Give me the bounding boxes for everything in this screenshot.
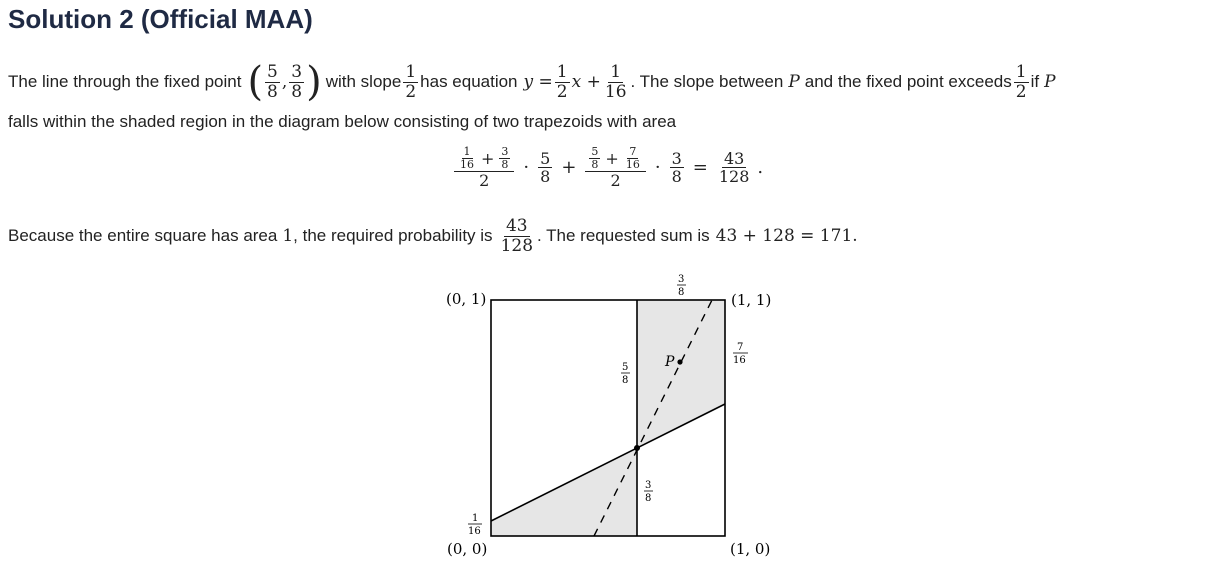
fixed-point — [634, 445, 640, 451]
numerator: 43 — [505, 215, 528, 236]
numerator: 5 — [591, 145, 599, 158]
text-segment: and the fixed point exceeds — [804, 72, 1012, 91]
numerator: 3 — [501, 145, 509, 158]
denominator: 128 — [500, 235, 534, 256]
plus-sign: + — [605, 148, 619, 168]
denominator: 128 — [718, 167, 750, 187]
numerator: 5 — [540, 148, 551, 168]
plus-operator: + — [561, 157, 577, 179]
denominator: 8 — [591, 158, 599, 172]
denominator: 16 — [460, 158, 474, 172]
low-fraction — [644, 480, 653, 504]
numerator: 1 — [610, 61, 622, 82]
numerator: 1 — [405, 61, 417, 82]
left-fraction — [468, 513, 482, 537]
final-sum: 43 + 128 = 171. — [715, 226, 858, 246]
numerator: 1 — [556, 61, 568, 82]
denominator: 8 — [291, 81, 303, 102]
denominator: 8 — [671, 167, 682, 187]
denominator: 2 — [610, 171, 621, 191]
denominator: 2 — [556, 81, 568, 102]
denominator: 8 — [501, 158, 509, 172]
right-paren: ) — [306, 59, 322, 105]
numerator: 1 — [472, 513, 479, 524]
numerator: 7 — [629, 145, 637, 158]
text-segment: . The slope between — [630, 72, 784, 91]
denominator: 16 — [604, 81, 627, 102]
solution-heading: Solution 2 (Official MAA) — [8, 4, 313, 34]
dot-operator: · — [654, 157, 661, 179]
var-p: P — [788, 72, 800, 92]
left-paren: ( — [247, 59, 264, 105]
dot-operator: · — [523, 157, 530, 179]
eq-lhs: y = — [523, 72, 553, 92]
denominator: 8 — [622, 375, 629, 386]
numerator: 5 — [267, 61, 278, 82]
var-p-2: P — [1044, 72, 1056, 92]
label-top-left: (0, 1) — [446, 290, 487, 308]
denominator: 8 — [645, 493, 652, 504]
label-bottom-left: (0, 0) — [447, 540, 488, 558]
label-top-right: (1, 1) — [731, 291, 772, 309]
numerator: 1 — [1015, 61, 1027, 82]
numerator: 3 — [678, 274, 685, 285]
text-segment: The line through the fixed point — [8, 72, 242, 91]
text-segment: , the required probability is — [293, 226, 493, 245]
paragraph-2: falls within the shaded region in the diagram below consisting of two trapezoids with area — [8, 112, 677, 131]
eq-var: x + — [571, 72, 601, 92]
numerator: 43 — [723, 148, 745, 168]
numerator: 3 — [645, 480, 652, 491]
point-p — [677, 359, 682, 364]
denominator: 2 — [1015, 81, 1027, 102]
numerator: 7 — [737, 342, 744, 353]
text-segment: if — [1030, 72, 1040, 91]
numerator: 3 — [671, 148, 682, 168]
period: . — [757, 157, 764, 179]
label-bottom-right: (1, 0) — [730, 540, 771, 558]
denominator: 8 — [678, 287, 685, 298]
text-segment: Because the entire square has area — [8, 226, 278, 245]
denominator: 16 — [468, 526, 481, 537]
text-segment: . The requested sum is — [537, 226, 710, 245]
comma: , — [281, 72, 288, 92]
numerator: 1 — [463, 145, 471, 158]
numerator: 5 — [622, 362, 629, 373]
area-value: 1 — [282, 226, 294, 246]
equals-sign: = — [692, 157, 708, 179]
text-segment: with slope — [325, 72, 402, 91]
text-segment: has equation — [420, 72, 518, 91]
plus-sign: + — [481, 148, 495, 168]
right-fraction — [733, 342, 748, 366]
numerator: 3 — [291, 61, 303, 82]
denominator: 8 — [267, 81, 278, 102]
mid-fraction — [621, 362, 630, 386]
top-fraction — [677, 274, 686, 298]
lower-trapezoid — [491, 448, 637, 536]
denominator: 2 — [479, 171, 490, 191]
denominator: 2 — [405, 81, 417, 102]
label-p: P — [665, 354, 675, 370]
denominator: 8 — [540, 167, 551, 187]
denominator: 16 — [733, 355, 746, 366]
denominator: 16 — [625, 158, 640, 172]
